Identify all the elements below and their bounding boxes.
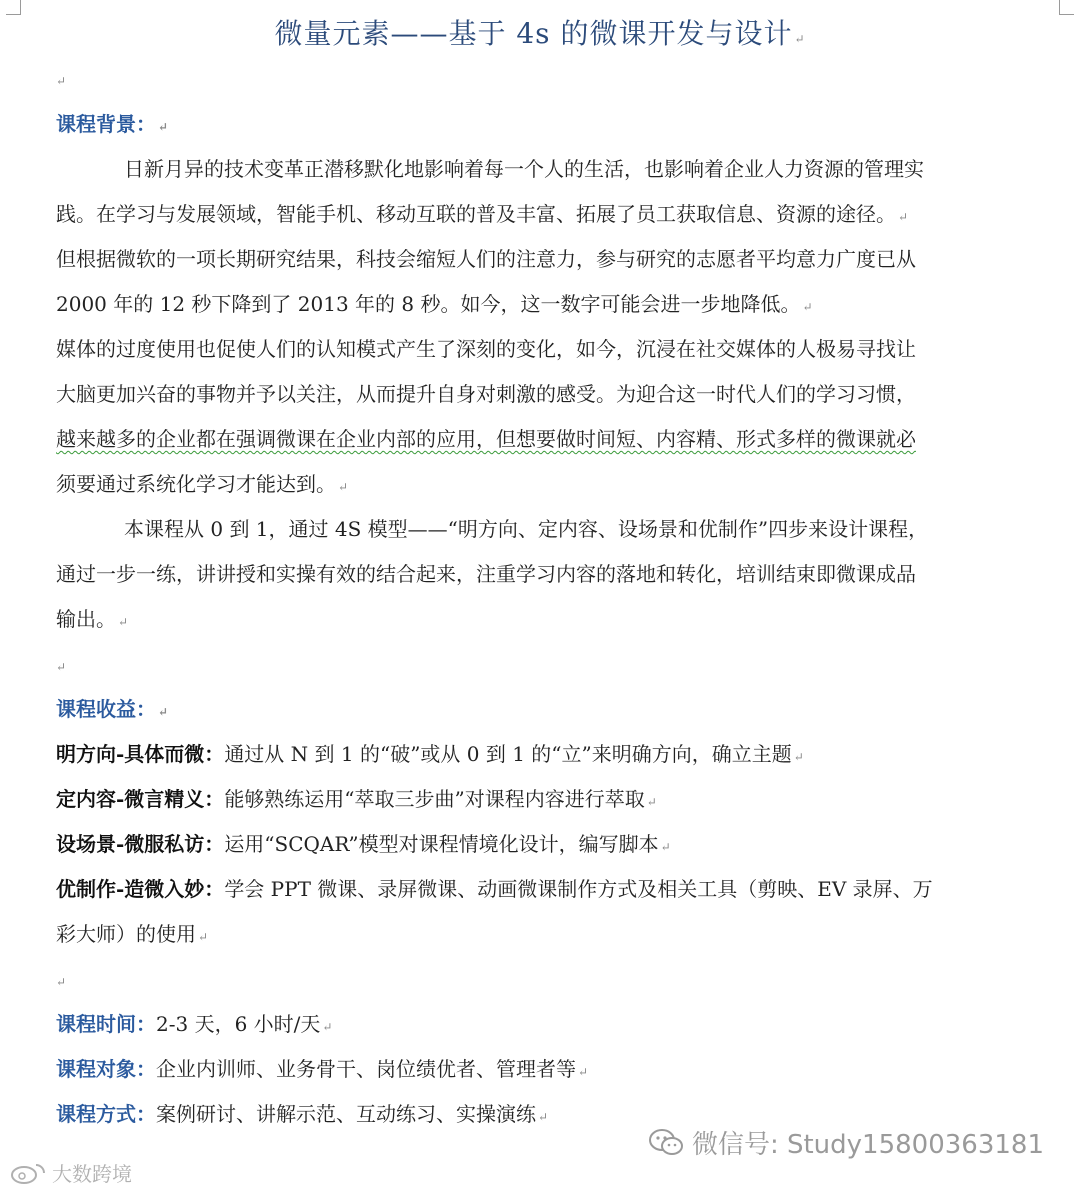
background-line-9: 本课程从 0 到 1，通过 4S 模型——“明方向、定内容、设场景和优制作”四步来设计课程， — [124, 517, 929, 541]
info-text: 案例研讨、讲解示范、互动练习、实操演练 — [156, 1102, 536, 1126]
background-line-1: 日新月异的技术变革正潜移默化地影响着每一个人的生活，也影响着企业人力资源的管理实 — [124, 157, 924, 181]
benefit-text: 学会 PPT 微课、录屏微课、动画微课制作方式及相关工具（剪映、EV 录屏、万 — [224, 877, 933, 901]
info-label: 课程方式： — [56, 1102, 156, 1126]
benefit-text: 运用“SCQAR”模型对课程情境化设计，编写脚本 — [224, 832, 659, 856]
benefit-label: 明方向-具体而微： — [56, 742, 225, 766]
background-line-7: 越来越多的企业都在强调微课在企业内部的应用，但想要做时间短、内容精、形式多样的微课就必 — [56, 427, 916, 451]
benefits-heading: 课程收益： ↵ — [56, 697, 169, 721]
background-line-11: 输出。 ↵ — [56, 607, 129, 631]
info-label: 课程对象： — [56, 1057, 156, 1081]
info-text: 2-3 天，6 小时/天 — [156, 1012, 321, 1036]
paragraph-mark: ↵ — [794, 32, 806, 46]
benefit-label: 定内容-微言精义： — [56, 787, 225, 811]
background-line-3: 但根据微软的一项长期研究结果，科技会缩短人们的注意力，参与研究的志愿者平均意力广度已从 — [56, 247, 916, 271]
info-text: 企业内训师、业务骨干、岗位绩优者、管理者等 — [156, 1057, 576, 1081]
watermark-text: 微信号: Study15800363181 — [691, 1130, 1044, 1160]
background-line-2: 践。在学习与发展领域，智能手机、移动互联的普及丰富、拓展了员工获取信息、资源的途径。 ↵ — [56, 202, 909, 226]
background-heading: 课程背景： ↵ — [56, 112, 169, 136]
empty-paragraph-mark: ↵ — [56, 74, 67, 88]
benefit-text: 能够熟练运用“萃取三步曲”对课程内容进行萃取 — [224, 787, 645, 811]
wechat-icon — [648, 1128, 684, 1158]
info-label: 课程时间： — [56, 1012, 156, 1036]
info-method: 课程方式：案例研讨、讲解示范、互动练习、实操演练 ↵ — [56, 1102, 549, 1126]
document-title-text: 微量元素——基于 4s 的微课开发与设计 — [274, 17, 793, 50]
background-line-10: 通过一步一练，讲讲授和实操有效的结合起来，注重学习内容的落地和转化，培训结束即微课成品 — [56, 562, 916, 586]
benefit-label: 设场景-微服私访： — [56, 832, 225, 856]
document-title — [0, 12, 1080, 52]
benefit-item: 明方向-具体而微：通过从 N 到 1 的“破”或从 0 到 1 的“立”来明确方向，确立主题 ↵ — [56, 742, 804, 766]
footer-logo-text: 大数跨境 — [52, 1162, 132, 1186]
info-audience: 课程对象：企业内训师、业务骨干、岗位绩优者、管理者等 ↵ — [56, 1057, 589, 1081]
benefit-continuation: 彩大师）的使用 ↵ — [56, 922, 209, 946]
weibo-logo-icon — [8, 1161, 48, 1185]
footer-logo — [8, 1158, 132, 1187]
background-line-5: 媒体的过度使用也促使人们的认知模式产生了深刻的变化，如今，沉浸在社交媒体的人极易寻找让 — [56, 337, 916, 361]
empty-paragraph-mark: ↵ — [56, 660, 67, 674]
benefit-item: 定内容-微言精义：能够熟练运用“萃取三步曲”对课程内容进行萃取 ↵ — [56, 787, 657, 811]
info-time: 课程时间：2-3 天，6 小时/天 ↵ — [56, 1012, 333, 1036]
benefit-label: 优制作-造微入妙： — [56, 877, 225, 901]
benefit-text: 通过从 N 到 1 的“破”或从 0 到 1 的“立”来明确方向，确立主题 — [224, 742, 792, 766]
background-line-8: 须要通过系统化学习才能达到。 ↵ — [56, 472, 349, 496]
empty-paragraph-mark: ↵ — [56, 975, 67, 989]
benefit-item — [56, 875, 1046, 903]
benefit-item: 设场景-微服私访：运用“SCQAR”模型对课程情境化设计，编写脚本 ↵ — [56, 832, 671, 856]
wechat-watermark — [648, 1124, 1044, 1161]
background-line-4: 2000 年的 12 秒下降到了 2013 年的 8 秒。如今，这一数字可能会进一步地降低。 ↵ — [56, 292, 813, 316]
background-line-6: 大脑更加兴奋的事物并予以关注，从而提升自身对刺激的感受。为迎合这一时代人们的学习习惯， — [56, 382, 916, 406]
